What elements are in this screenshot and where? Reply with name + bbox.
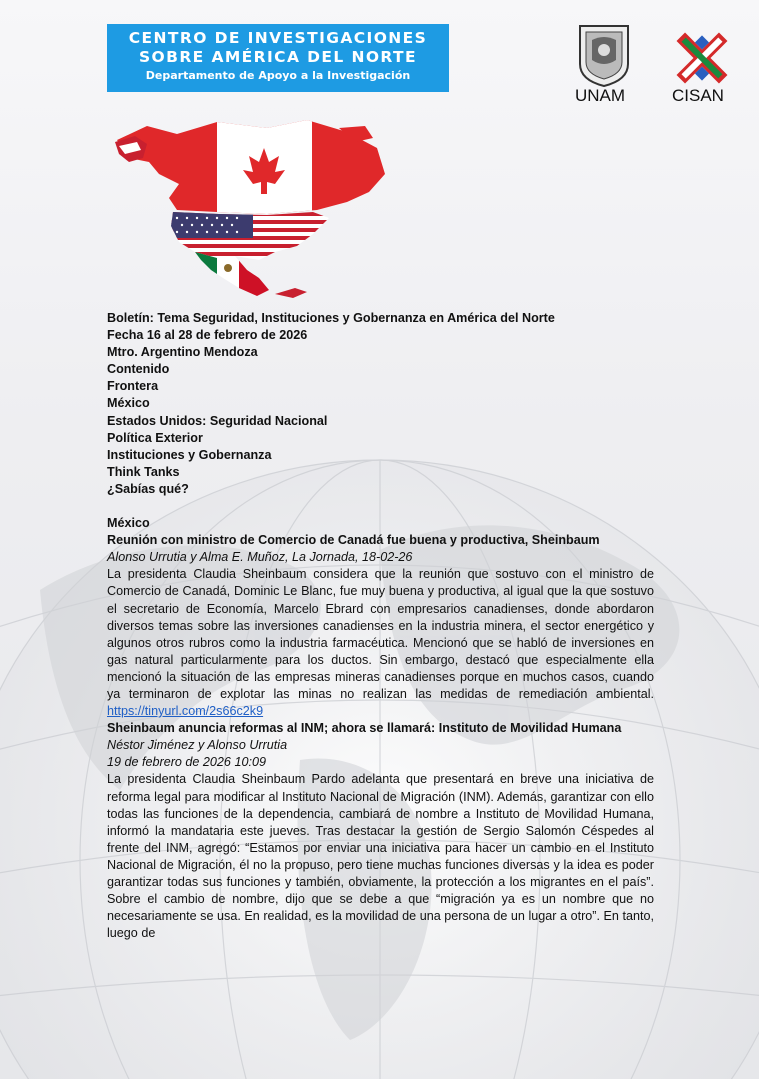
article-title: Sheinbaum anuncia reformas al INM; ahora se llamará: Instituto de Movilidad Humana [107,721,622,736]
unam-label: UNAM [575,86,626,105]
bulletin-author: Mtro. Argentino Mendoza [107,345,258,360]
toc-item-frontera[interactable]: Frontera [107,379,159,394]
toc-item-instituciones[interactable]: Instituciones y Gobernanza [107,447,272,462]
north-america-flag-map-icon [107,118,392,308]
article-byline: Alonso Urrutia y Alma E. Muñoz, La Jornada, 18-02-26 [107,550,413,565]
article-byline: Néstor Jiménez y Alonso Urrutia [107,738,288,753]
banner-subtitle: Departamento de Apoyo a la Investigación [145,69,411,82]
article-1 [107,532,654,720]
bulletin-title: Boletín: Tema Seguridad, Instituciones y Gobernanza en América del Norte [107,311,555,325]
article-body-text: La presidenta Claudia Sheinbaum considera que la reunión que sostuvo con el ministro de Comercio de Canadá, Dominic Le Blanc, fue muy buena y productiva, al igual que la que sostuvo el secretario de Economía, Marcelo Ebrard con empresarios canadienses, donde abordaron diversos temas sobre las inversiones canadienses en la industria minera, el sector energético y algunos otros rubros como la industria farmacéutica. Mencionó que se habló de inversiones en gas natural particularmente para los ductos. Sin embargo, destacó que especialmente ella mencionó la situación de las empresas mineras canadienses porque en muchos casos, cuando ya terminaron de explotar las minas no realizan las medidas de remediación ambiental. [107,567,654,701]
toc-item-mexico[interactable]: México [107,396,150,411]
cisan-label: CISAN [672,86,724,105]
article-date: 19 de febrero de 2026 10:09 [107,755,266,770]
banner-title-line1: CENTRO DE INVESTIGACIONES [128,29,428,47]
toc-item-sabias-que[interactable]: ¿Sabías qué? [107,481,189,496]
article-body: La presidenta Claudia Sheinbaum Pardo adelanta que presentará en breve una iniciativa de reforma legal para modificar al Instituto Nacional de Migración (INM). Además, garantizar con ello todas las funciones de la dependencia, cambiará de nombre a Instituto de Movilidad Humana, informó la mandataria este jueves. Tras destacar la gestión de Sergio Salomón Céspedes al frente del INM, agregó: “Estamos por enviar una iniciativa para hacer un cambio en el Instituto Nacional de Migración, él no la propuso, pero tiene muchas funciones diversas y la idea es poder garantizar todas sus funciones y también, obviamente, la protección a los migrantes en el país”. Sobre el cambio de nombre, dijo que se debe a que “migración ya es un nombre que no necesariamente se usa. En realidad, es la movilidad de una persona de un lugar a otro”. En tanto, luego de [107,772,654,941]
article-title: Reunión con ministro de Comercio de Canadá fue buena y productiva, Sheinbaum [107,533,600,548]
table-of-contents [107,378,654,498]
bulletin-content [107,310,654,942]
article-link[interactable]: https://tinyurl.com/2s66c2k9 [107,704,264,719]
toc-item-think-tanks[interactable]: Think Tanks [107,464,180,479]
bulletin-date: Fecha 16 al 28 de febrero de 2026 [107,328,308,343]
article-2 [107,720,654,942]
header-banner [107,24,449,92]
section-spacer [107,498,654,515]
section-heading: México [107,516,150,531]
contents-heading: Contenido [107,362,170,377]
toc-item-seguridad-nacional[interactable]: Estados Unidos: Seguridad Nacional [107,413,328,428]
article-body [107,566,654,720]
banner-title-line2: SOBRE AMÉRICA DEL NORTE [138,48,418,66]
toc-item-politica-exterior[interactable]: Política Exterior [107,430,203,445]
